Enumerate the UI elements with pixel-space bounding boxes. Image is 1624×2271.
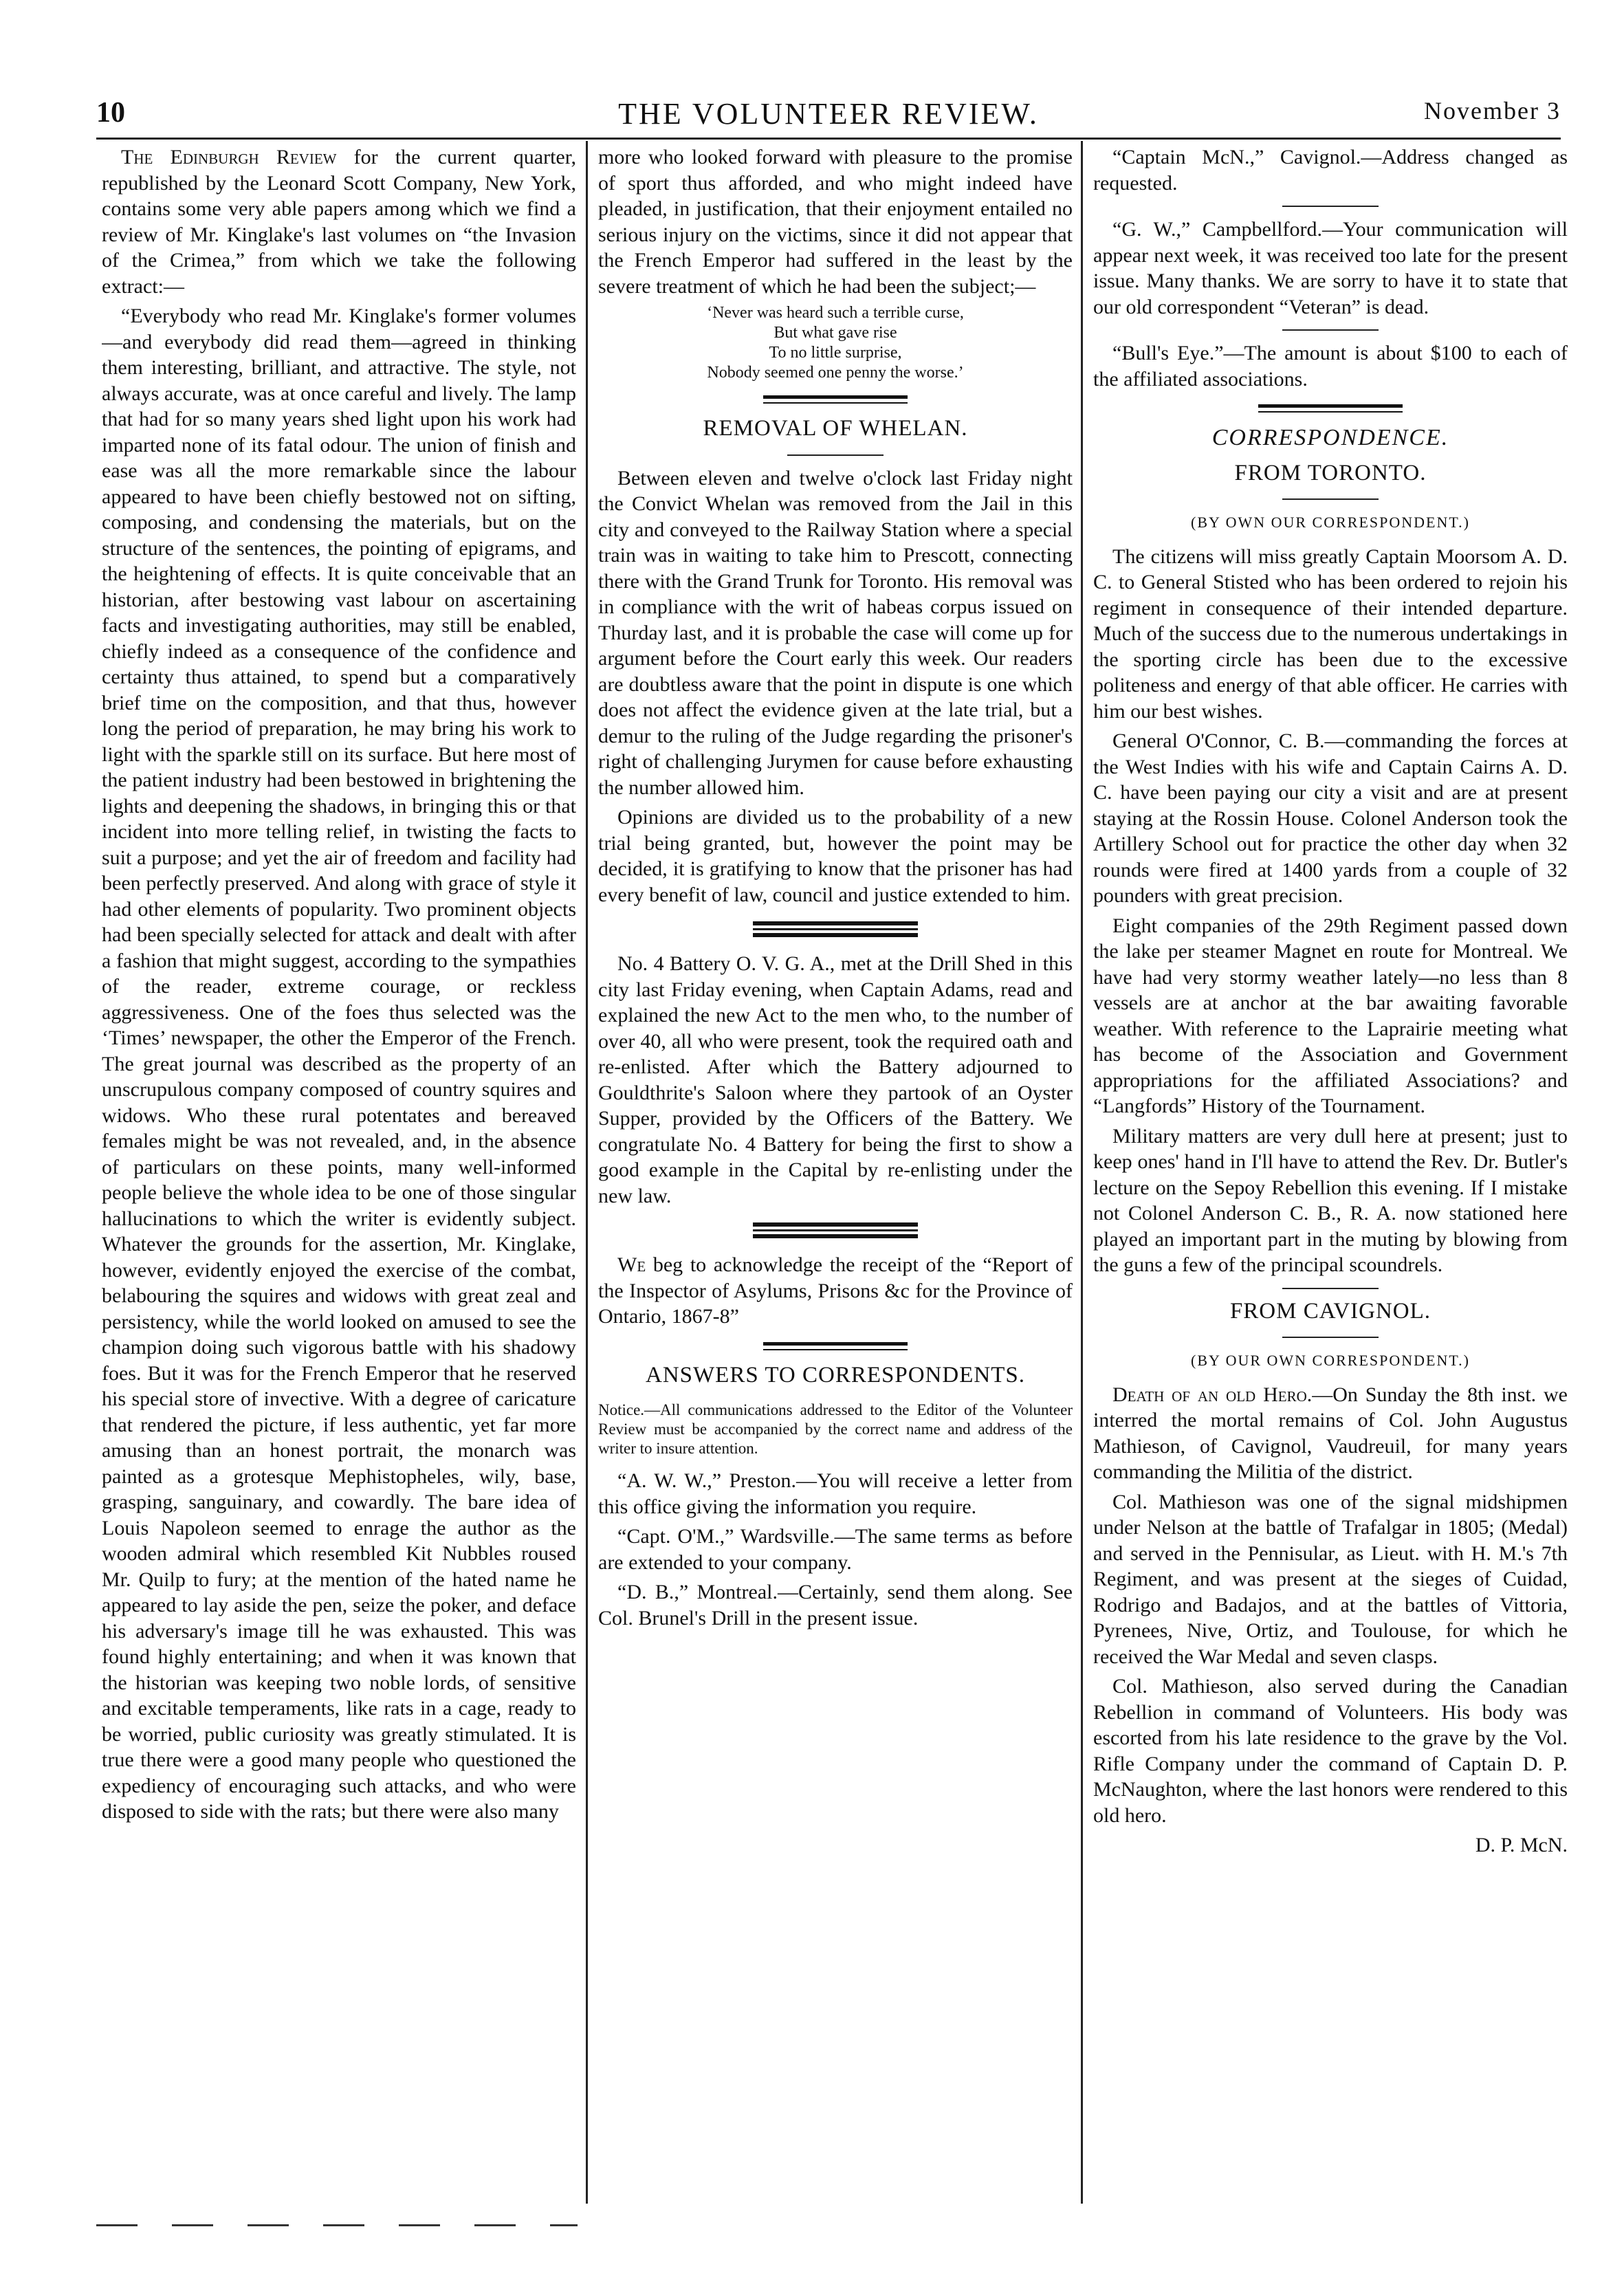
verse-line: ‘Never was heard such a terrible curse, <box>707 304 964 322</box>
heading-correspondence: CORRESPONDENCE. <box>1211 425 1449 450</box>
footer-rule <box>96 2224 578 2226</box>
toronto-paragraph-4: Military matters are very dull here at present; just to keep ones' hand in I'll have to attend the Rev. Dr. Butler's lecture on the Sepoy Rebellion this evening. If I mistake not Colonel Anderson C. B., R. A. now stationed here played an important part in the muting by blowing from the guns a few of the principal scoundrels. <box>1093 1124 1568 1276</box>
heading-from-toronto: FROM TORONTO. <box>1234 460 1427 485</box>
whelan-paragraph-1: Between eleven and twelve o'clock last Friday night the Convict Whelan was removed from the Jail in this city and conveyed to the Railway Station where a special train was in waiting to take him to Prescott, connecting there with the Grand Trunk for Toronto. His removal was in compliance with the writ of habeas corpus issued on Thurday last, and it is probable the case will come up for argument before the Court early this week. Our readers are doubtless aware that the point in dispute is one which does not affect the evidence given at the late trial, but a demur to the ruling of the Judge regarding the prisoner's right of challenging Jurymen for cause before exhausting the number allowed him. <box>598 466 1073 799</box>
review-intro-text: for the current quarter, republished by the Leonard Scott Company, New York, contains some very able papers among which we find a review of Mr. Kinglake's last volumes on “the Invasion of the Crimea,” from which we take the following extract:— <box>102 146 576 298</box>
review-intro <box>102 144 576 299</box>
masthead-title: THE VOLUNTEER REVIEW. <box>618 97 1039 131</box>
answer-wardsville: “Capt. O'M.,” Wardsville.—The same terms as before are extended to your company. <box>598 1525 1073 1574</box>
verse-line: To no little surprise, <box>769 344 902 362</box>
section-rule <box>753 921 918 937</box>
review-intro-lead: The Edinburgh Review <box>121 146 337 168</box>
column-1 <box>102 144 576 2200</box>
verse-line: Nobody seemed one penny the worse.’ <box>707 364 964 382</box>
section-rule <box>1258 404 1403 413</box>
review-continued: more who looked forward with pleasure to the promise of sport thus afforded, and who might indeed have pleaded, in justification, that their enjoyment entailed no serious injury on the victims, since it did not appear that the French Emperor had suffered in the least by the severe treatment of which he had been the subject;— <box>598 146 1073 298</box>
column-divider-2 <box>1081 141 1083 2204</box>
section-rule <box>753 1222 918 1238</box>
short-rule <box>1282 329 1379 331</box>
section-rule <box>763 1342 908 1350</box>
acknowledgement-paragraph <box>598 1252 1073 1330</box>
heading-removal-of-whelan: REMOVAL OF WHELAN. <box>703 416 968 441</box>
cavignol-paragraph-3: Col. Mathieson, also served during the Canadian Rebellion in command of Volunteers. His body was escorted from his late residence to the grave by the Vol. Rifle Company under the command of Captain D. P. McNaughton, where the last honors were rendered to this old hero. <box>1093 1675 1568 1827</box>
verse-line: But what gave rise <box>773 324 897 342</box>
column-2 <box>598 144 1073 2200</box>
review-extract: “Everybody who read Mr. Kinglake's former volumes—and everybody did read them—agreed in thinking them interesting, brilliant, and attractive. The style, not always accurate, was at once careful and lively. The lamp that had for so many years shed light upon his work had imparted none of its fatal odour. The union of finish and ease was all the more remarkable since the labour appeared to have been chiefly bestowed not on sifting, composing, and condensing the materials, but on the structure of the sentences, the pointing of epigrams, and the heightening of effects. It is quite conceivable that an historian, after bestowing vast labour on ascertaining facts and investigating authorities, may still be enabled, chiefly indeed as a consequence of the confidence and certainty thus attained, to spend but a comparatively brief time on the composition, and that thus, however long the period of preparation, he may bring his work to light with the sparkle still on its surface. But here most of the patient industry had been bestowed in brightening the lights and deepening the shadows, in bringing this or that incident into more telling relief, in twisting the facts to suit a purpose; and yet the air of freedom and facility had been perfectly preserved. And along with grace of style it had other elements of popularity. Two prominent objects had been specially selected for attack and dealt with after a fashion that might suggest, according to the sympathies of the reader, extreme courage, or reckless aggressiveness. One of the foes thus selected was the ‘Times’ newspaper, the other the Emperor of the French. The great journal was described as the property of an unscrupulous company composed of country squires and widows. Who these rural potentates and bereaved females might be was not revealed, and, in the absence of particulars on these points, many well-informed people believe the whole idea to be one of those singular hallucinations to which the writer is evidently subject. Whatever the grounds for the assertion, Mr. Kinglake, however, evidently enjoyed the exercise of the combat, belabouring the squires and widows with great zeal and persistency, while the world looked on amused to see the champion doing such vigorous battle with his shadowy foes. But it was for the French Emperor that he reserved his special store of invective. With a degree of caricature that rendered the picture, if less authentic, yet far more amusing than an honest portrait, the monarch was painted as a grotesque Mephistopheles, wily, base, grasping, sanguinary, and cowardly. The bare idea of Louis Napoleon seemed to enrage the author as the wooden admiral which resembled Kit Nubbles roused Mr. Quilp to fury; at the mention of the hated name he appeared to lay aside the pen, seize the poker, and deface his adversary's image till he was exhausted. This was found highly entertaining; and when it was known that the historian was keeping two noble lords, of sensitive and excitable temperaments, like rats in a cage, ready to be worried, public curiosity was greatly stimulated. It is true there were a good many people who questioned the expediency of encouraging such attacks, and who were disposed to side with the rats; but there were also many <box>102 305 576 1823</box>
heading-answers-to-correspondents: ANSWERS TO CORRESPONDENTS. <box>646 1362 1025 1387</box>
quoted-verse <box>598 303 1073 383</box>
answer-montreal: “D. B.,” Montreal.—Certainly, send them along. See Col. Brunel's Drill in the present issue. <box>598 1581 1073 1630</box>
toronto-paragraph-3: Eight companies of the 29th Regiment passed down the lake per steamer Magnet en route for Montreal. We have had very stormy weather lately—no less than 8 vessels are at anchor at the bar awaiting favorable weather. With reference to the Laprairie meeting what has become of the Association and Government appropriations for the affiliated Associations? and “Langfords” History of the Tournament. <box>1093 914 1568 1117</box>
header-rule <box>96 138 1561 140</box>
cavignol-text: —On Sunday the 8th inst. we interred the mortal remains of Col. John Augustus Mathieson, of Cavignol, Vaudreuil, for many years commanding the Militia of the district. <box>1093 1383 1568 1483</box>
byline-toronto: (BY OWN OUR CORRESPONDENT.) <box>1191 514 1470 531</box>
short-rule <box>1282 206 1379 207</box>
answer-cavignol: “Captain McN.,” Cavignol.—Address changed as requested. <box>1093 146 1568 195</box>
answer-campbellford: “G. W.,” Campbellford.—Your communication will appear next week, it was received too late for the present issue. Many thanks. We are sorry to have it to state that our old correspondent “Veteran” is dead. <box>1093 218 1568 318</box>
issue-date: November 3 <box>1424 97 1561 124</box>
short-rule <box>787 454 884 456</box>
toronto-paragraph-1: The citizens will miss greatly Captain Moorsom A. D. C. to General Stisted who has been ordered to rejoin his regiment in consequence of their intended departure. Much of the success due to the numerous undertakings in the sporting circle has been due to the excessive politeness and energy of that able officer. He carries with him our best wishes. <box>1093 545 1568 723</box>
acknowledgement-lead: We <box>617 1253 646 1276</box>
acknowledgement-text: beg to acknowledge the receipt of the “Report of the Inspector of Asylums, Prisons &c for the Province of Ontario, 1867-8” <box>598 1253 1073 1328</box>
cavignol-paragraph-2: Col. Mathieson was one of the signal midshipmen under Nelson at the battle of Trafalgar in 1805; (Medal) and served in the Pennisular, as Lieut. with H. M.'s 7th Regiment, and was present at the sieges of Cuidad, Rodrigo and Badajos, and at the battles of Vittoria, Pyrenees, Nive, Ortiz, and Toulouse, for which he received the War Medal and seven clasps. <box>1093 1490 1568 1668</box>
page-number: 10 <box>96 97 125 129</box>
answer-preston: “A. W. W.,” Preston.—You will receive a letter from this office giving the information you require. <box>598 1469 1073 1518</box>
column-divider-1 <box>586 141 588 2204</box>
column-3 <box>1093 144 1568 2200</box>
cavignol-lead: Death of an old Hero. <box>1112 1383 1313 1406</box>
short-rule <box>1282 1288 1379 1289</box>
byline-cavignol: (BY OUR OWN CORRESPONDENT.) <box>1191 1352 1470 1369</box>
short-rule <box>1282 498 1379 500</box>
cavignol-paragraph-1 <box>1093 1382 1568 1485</box>
whelan-paragraph-2: Opinions are divided us to the probability of a new trial being granted, but, however the point may be decided, it is gratifying to know that the prisoner has had every benefit of law, council and justice extended to him. <box>598 806 1073 906</box>
section-rule <box>763 395 908 404</box>
short-rule <box>1282 1337 1379 1338</box>
heading-from-cavignol: FROM CAVIGNOL. <box>1229 1298 1431 1324</box>
correspondents-notice: Notice.—All communications addressed to the Editor of the Volunteer Review must be accompanied by the correct name and address of the writer to insure attention. <box>598 1401 1073 1457</box>
signature: D. P. McN. <box>1475 1834 1568 1856</box>
answer-bulls-eye: “Bull's Eye.”—The amount is about $100 to each of the affiliated associations. <box>1093 342 1568 391</box>
page-header <box>96 96 1561 138</box>
toronto-paragraph-2: General O'Connor, C. B.—commanding the forces at the West Indies with his wife and Captain Cairns A. D. C. have been paying our city a visit and are at present staying at the Rossin House. Colonel Anderson took the Artillery School out for practice the other day when 32 rounds were fired at 1400 yards from a couple of 32 pounders with great precision. <box>1093 729 1568 907</box>
battery-paragraph: No. 4 Battery O. V. G. A., met at the Drill Shed in this city last Friday evening, when Captain Adams, read and explained the new Act to the men who, to the number of over 40, all who were present, took the required oath and re-enlisted. After which the Battery adjourned to Gouldthrite's Saloon where they partook of an Oyster Supper, provided by the Officers of the Battery. We congratulate No. 4 Battery for being the first to show a good example in the Capital by re-enlisting under the new law. <box>598 952 1073 1207</box>
